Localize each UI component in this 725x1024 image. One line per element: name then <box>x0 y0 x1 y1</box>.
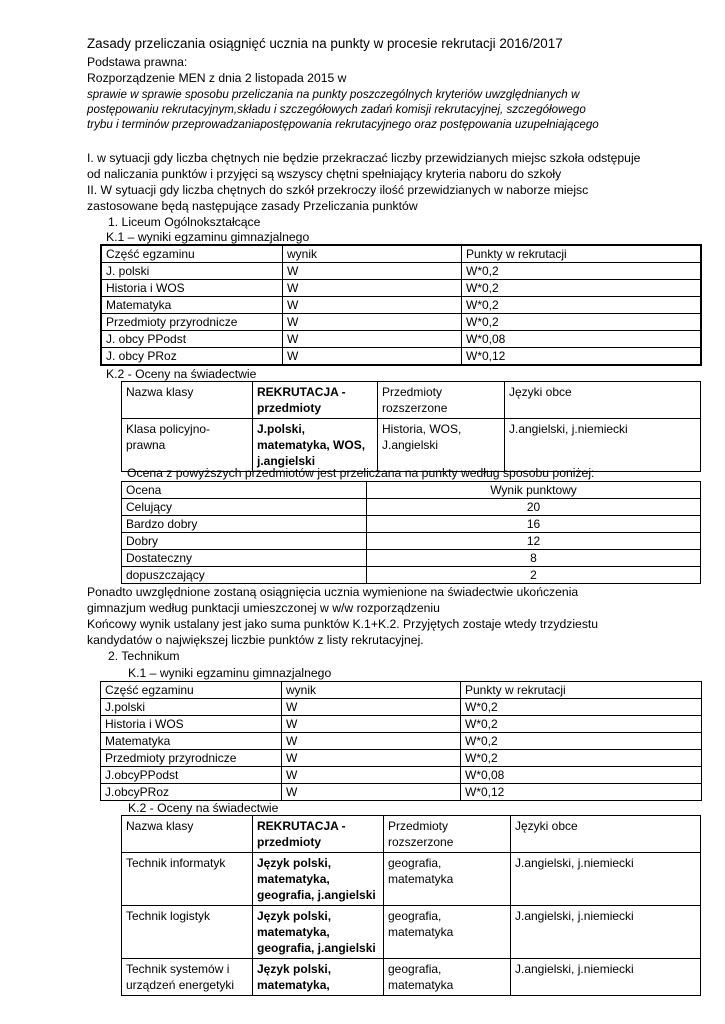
table-cell: 12 <box>367 533 701 550</box>
table-cell: J.angielski, j.niemiecki <box>505 419 701 472</box>
table-cell: W <box>283 280 462 297</box>
table-cell: Historia, WOS, J.angielski <box>378 419 505 472</box>
table-cell: Technik logistyk <box>122 906 253 959</box>
table-cell: Bardzo dobry <box>122 516 367 533</box>
table-row <box>101 716 702 733</box>
table-cell: J.angielski, j.niemiecki <box>511 853 701 906</box>
table-cell: J.angielski, j.niemiecki <box>511 906 701 959</box>
table-cell: W*0,2 <box>461 750 702 767</box>
table-cell: W <box>282 716 461 733</box>
table-cell: W*0,2 <box>462 314 702 331</box>
table-cell: geografia, matematyka <box>384 853 511 906</box>
table-header-cell: Przedmioty rozszerzone <box>378 382 505 419</box>
table-cell: Język polski, matematyka, geografia, j.angielski <box>253 853 384 906</box>
table-cell: geografia, matematyka <box>384 906 511 959</box>
table-header-cell: Część egzaminu <box>101 682 282 699</box>
table-cell: 8 <box>367 550 701 567</box>
section-1-k2-label: K.2 - Oceny na świadectwie <box>106 367 257 381</box>
table-cell: W*0,2 <box>462 297 702 314</box>
table-header-cell: Część egzaminu <box>101 245 283 263</box>
table-cell: W*0,2 <box>461 699 702 716</box>
section-2-k2-label: K.2 - Oceny na świadectwie <box>128 801 279 815</box>
table-cell: Matematyka <box>101 297 283 314</box>
table-header-cell: Nazwa klasy <box>122 382 253 419</box>
table-cell: W <box>283 348 462 366</box>
table-header-row <box>122 816 701 853</box>
table-cell: W <box>282 733 461 750</box>
table-row <box>122 959 701 996</box>
table-row <box>101 331 701 348</box>
table-cell: W <box>283 297 462 314</box>
table-row <box>122 516 701 533</box>
after-line-1: Ponadto uwzględnione zostaną osiągnięcia ucznia wymienione na świadectwie ukończenia <box>87 585 579 599</box>
table-header-row <box>101 245 701 263</box>
table-cell: W*0,08 <box>462 331 702 348</box>
regulation-line: Rozporządzenie MEN z dnia 2 listopada 2015 w <box>87 71 347 85</box>
table-cell: Historia i WOS <box>101 716 282 733</box>
table-cell: J. obcy PPodst <box>101 331 283 348</box>
table-row <box>101 297 701 314</box>
table-cell: W*0,12 <box>461 784 702 801</box>
table-header-cell: Języki obce <box>505 382 701 419</box>
table-cell: 2 <box>367 567 701 584</box>
table-row <box>101 348 701 366</box>
table-cell: Przedmioty przyrodnicze <box>101 750 282 767</box>
table-cell: dopuszczający <box>122 567 367 584</box>
table-cell: J. obcy PRoz <box>101 348 283 366</box>
table-cell: Język polski, matematyka, geografia, j.angielski <box>253 906 384 959</box>
table-cell: W*0,2 <box>462 263 702 280</box>
table-cell: J.obcyPPodst <box>101 767 282 784</box>
intro-line-4: zastosowane będą następujące zasady Przeliczania punktów <box>87 199 418 213</box>
table-header-cell: Przedmioty rozszerzone <box>384 816 511 853</box>
intro-line-1: I. w sytuacji gdy liczba chętnych nie będzie przekraczać liczby przewidzianych miejsc szkoła odstępuje <box>87 151 641 165</box>
table-cell: J.polski, matematyka, WOS, j.angielski <box>253 419 378 472</box>
table-header-cell: Języki obce <box>511 816 701 853</box>
table-header-cell: Wynik punktowy <box>367 482 701 499</box>
section-2-k2-table <box>121 815 701 996</box>
table-cell: W <box>282 784 461 801</box>
table-cell: Technik informatyk <box>122 853 253 906</box>
table-cell: W <box>282 767 461 784</box>
after-line-3: Końcowy wynik ustalany jest jako suma punktów K.1+K.2. Przyjętych zostaje wtedy trzydziestu <box>87 617 599 631</box>
table-cell: W <box>283 331 462 348</box>
table-cell: W*0,2 <box>461 733 702 750</box>
table-cell: Technik systemów i urządzeń energetyki <box>122 959 253 996</box>
table-cell: Przedmioty przyrodnicze <box>101 314 283 331</box>
intro-line-2: od naliczania punktów i przyjęci są wszyscy chętni spełniający kryteria naboru do szkoły <box>87 167 562 181</box>
table-cell: J.polski <box>101 699 282 716</box>
table-header-cell: Ocena <box>122 482 367 499</box>
table-row <box>101 733 702 750</box>
section-1-k2-table <box>121 381 701 472</box>
table-cell: W*0,2 <box>461 716 702 733</box>
regulation-detail-3: trybu i terminów przeprowadzaniapostępowania rekrutacyjnego oraz postępowania uzupełniającego <box>87 118 599 131</box>
table-row <box>101 784 702 801</box>
table-cell: Historia i WOS <box>101 280 283 297</box>
table-header-row <box>122 382 701 419</box>
table-header-cell: Nazwa klasy <box>122 816 253 853</box>
section-2-heading: 2. Technikum <box>108 649 180 663</box>
table-cell: Klasa policyjno-prawna <box>122 419 253 472</box>
table-cell: geografia, matematyka <box>384 959 511 996</box>
intro-line-3: II. W sytuacji gdy liczba chętnych do szkół przekroczy ilość przewidzianych w naborze miejsc <box>87 183 589 197</box>
table-cell: 20 <box>367 499 701 516</box>
section-2-k1-table <box>100 681 702 801</box>
table-header-cell: wynik <box>283 245 462 263</box>
table-row <box>101 750 702 767</box>
table-cell: Język polski, matematyka, <box>253 959 384 996</box>
grades-intro: Ocena z powyższych przedmiotów jest przeliczana na punkty według sposobu poniżej: <box>127 466 595 480</box>
table-cell: W*0,2 <box>462 280 702 297</box>
table-row <box>122 567 701 584</box>
regulation-detail-2: postępowaniu rekrutacyjnym,składu i szczegółowych zadań komisji rekrutacyjnej, szczegółowego <box>87 103 586 116</box>
table-header-cell: REKRUTACJA - przedmioty <box>253 382 378 419</box>
after-line-4: kandydatów o największej liczbie punktów z listy rekrutacyjnej. <box>87 633 424 647</box>
table-row <box>101 263 701 280</box>
table-cell: J. polski <box>101 263 283 280</box>
table-cell: W <box>282 750 461 767</box>
table-cell: Dostateczny <box>122 550 367 567</box>
table-cell: 16 <box>367 516 701 533</box>
section-2-k1-label: K.1 – wyniki egzaminu gimnazjalnego <box>128 666 332 680</box>
table-cell: W*0,12 <box>462 348 702 366</box>
table-row <box>122 853 701 906</box>
legal-basis-label: Podstawa prawna: <box>87 55 188 69</box>
table-row <box>101 699 702 716</box>
table-header-row <box>122 482 701 499</box>
regulation-detail-1: sprawie w sprawie sposobu przeliczania na punkty poszczególnych kryteriów uwzględnianych w <box>87 88 580 101</box>
table-row <box>122 906 701 959</box>
page-title: Zasady przeliczania osiągnięć ucznia na punkty w procesie rekrutacji 2016/2017 <box>87 36 563 51</box>
section-1-k1-label: K.1 – wyniki egzaminu gimnazjalnego <box>106 230 310 244</box>
table-cell: W <box>283 263 462 280</box>
table-cell: Dobry <box>122 533 367 550</box>
table-cell: W <box>283 314 462 331</box>
table-row <box>101 314 701 331</box>
table-row <box>122 550 701 567</box>
table-cell: J.obcyPRoz <box>101 784 282 801</box>
table-header-row <box>101 682 702 699</box>
table-cell: J.angielski, j.niemiecki <box>511 959 701 996</box>
section-1-heading: 1. Liceum Ogólnokształcące <box>108 215 261 229</box>
table-row <box>122 499 701 516</box>
table-cell: W*0,08 <box>461 767 702 784</box>
table-header-cell: REKRUTACJA - przedmioty <box>253 816 384 853</box>
table-row <box>101 280 701 297</box>
section-1-k1-table <box>100 244 702 366</box>
table-row <box>101 767 702 784</box>
table-header-cell: Punkty w rekrutacji <box>461 682 702 699</box>
grades-table <box>121 481 701 584</box>
table-cell: W <box>282 699 461 716</box>
table-row <box>122 419 701 472</box>
table-header-cell: Punkty w rekrutacji <box>462 245 702 263</box>
table-cell: Matematyka <box>101 733 282 750</box>
table-row <box>122 533 701 550</box>
after-line-2: gimnazjum według punktacji umieszczonej w w/w rozporządzeniu <box>87 601 440 615</box>
table-header-cell: wynik <box>282 682 461 699</box>
table-cell: Celujący <box>122 499 367 516</box>
